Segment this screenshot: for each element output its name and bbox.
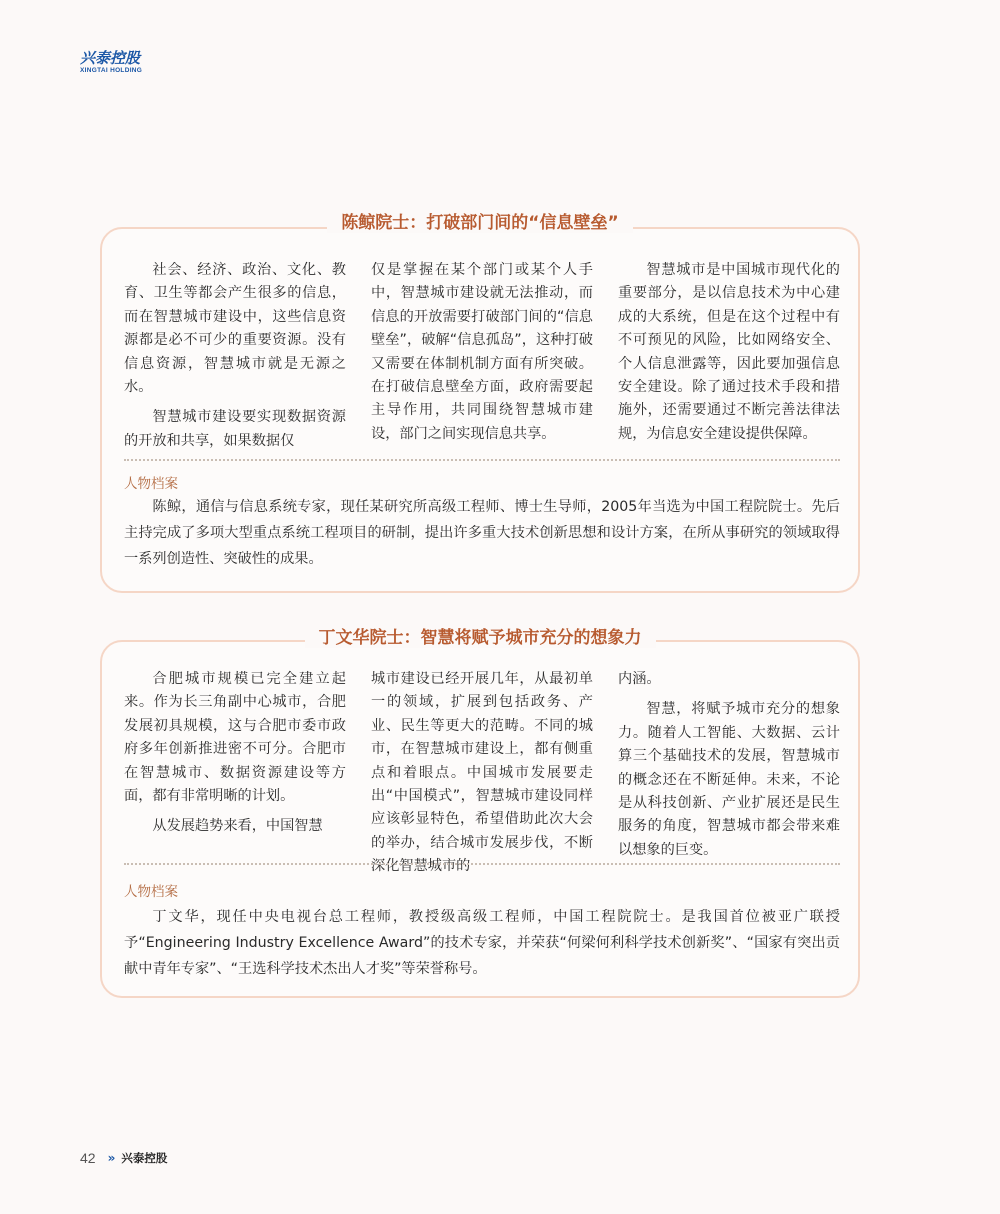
paragraph: 从发展趋势来看，中国智慧 (152, 818, 323, 835)
paragraph: 内涵。 (618, 671, 661, 687)
article-columns (124, 259, 840, 460)
profile-text: 丁文华，现任中央电视台总工程师，教授级高级工程师，中国工程院院士。是我国首位被亚广联授予“Engineering Industry Excellence Award”的技术专家，并荣获“何梁何利科学技术创新奖”、“国家有突出贡献中青年专家”、“王选科学技术杰出人才奖”等荣誉称号。 (124, 909, 840, 977)
column-2 (371, 668, 593, 886)
profile-text: 陈鲸，通信与信息系统专家，现任某研究所高级工程师、博士生导师，2005年当选为中国工程院院士。先后主持完成了多项大型重点系统工程项目的研制，提出许多重大技术创新思想和设计方案，在所从事研究的领域取得一系列创造性、突破性的成果。 (124, 499, 840, 567)
logo-chinese: 兴泰控股 (80, 49, 141, 67)
paragraph: 智慧，将赋予城市充分的想象力。随着人工智能、大数据、云计算三个基础技术的发展，智慧城市的概念还在不断延伸。未来，不论是从科技创新、产业扩展还是民生服务的角度，智慧城市都会带来难以想象的巨变。 (618, 701, 840, 858)
company-logo (80, 50, 170, 74)
section-title: 丁文华院士：智慧将赋予城市充分的想象力 (102, 627, 858, 649)
double-arrow-icon: » (107, 1151, 113, 1165)
page-number: 42 (80, 1150, 96, 1166)
column-2 (371, 259, 593, 460)
paragraph: 社会、经济、政治、文化、教育、卫生等都会产生很多的信息，而在智慧城市建设中，这些信息资源都是必不可少的重要资源。没有信息资源，智慧城市就是无源之水。 (124, 262, 346, 396)
dotted-divider (124, 863, 840, 865)
paragraph: 合肥城市规模已完全建立起来。作为长三角副中心城市，合肥发展初具规模，这与合肥市委市政府多年创新推进密不可分。合肥市在智慧城市、数据资源建设等方面，都有非常明晰的计划。 (124, 671, 346, 805)
profile-label: 人物档案 (124, 884, 178, 900)
column-3 (618, 668, 840, 886)
column-3 (618, 259, 840, 460)
section-chen-jing (100, 213, 860, 593)
paragraph: 智慧城市建设要实现数据资源的开放和共享，如果数据仅 (124, 409, 346, 449)
page-footer (80, 1150, 167, 1166)
paragraph: 仅是掌握在某个部门或某个人手中，智慧城市建设就无法推动，而信息的开放需要打破部门间的“信息壁垒”，破解“信息孤岛”，这种打破又需要在体制机制方面有所突破。在打破信息壁垒方面，政府需要起主导作用，共同围绕智慧城市建设，部门之间实现信息共享。 (371, 262, 593, 442)
article-columns (124, 668, 840, 886)
logo-english: XINGTAI HOLDING (80, 67, 143, 74)
footer-brand: 兴泰控股 (121, 1151, 168, 1165)
paragraph: 城市建设已经开展几年，从最初单一的领域，扩展到包括政务、产业、民生等更大的范畴。不同的城市，在智慧城市建设上，都有侧重点和着眼点。中国城市发展要走出“中国模式”，智慧城市建设同样应该彰显特色，希望借助此次大会的举办，结合城市发展步伐，不断深化智慧城市的 (371, 671, 593, 875)
paragraph: 智慧城市是中国城市现代化的重要部分，是以信息技术为中心建成的大系统，但是在这个过程中有不可预见的风险，比如网络安全、个人信息泄露等，因此要加强信息安全建设。除了通过技术手段和措施外，还需要通过不断完善法律法规，为信息安全建设提供保障。 (618, 262, 840, 442)
column-1 (124, 259, 346, 460)
column-1 (124, 668, 346, 886)
dotted-divider (124, 459, 840, 461)
section-ding-wenhua (100, 628, 860, 998)
section-title: 陈鲸院士：打破部门间的“信息壁垒” (102, 212, 858, 234)
profile-label: 人物档案 (124, 476, 178, 492)
